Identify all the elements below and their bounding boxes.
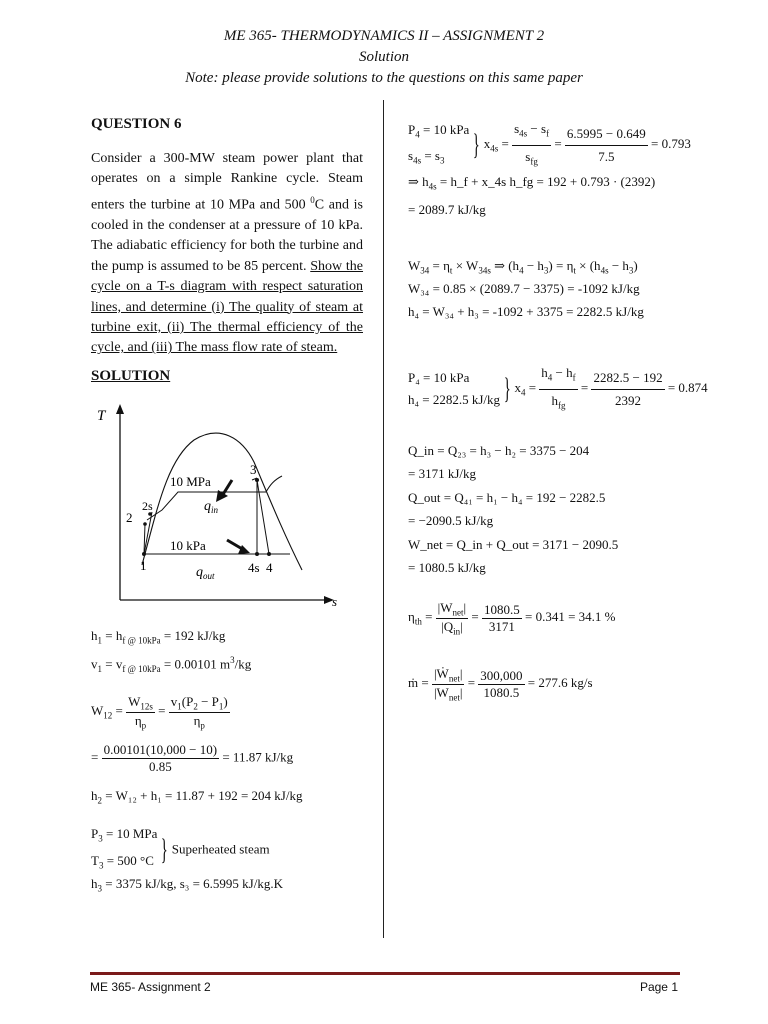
- eq-eta: $\eta_{th}$ = $\frac{|W_{net}|}{|Q_{in}|}$ = $\frac{1080.5}{3171}$ = 0.341 = 34.1 %: [408, 600, 616, 637]
- footer-rule: [90, 972, 680, 975]
- eq-h4s: ⇒ $h_{4s}$ = h_f + x_4s h_fg = 192 + 0.793 · (2392): [408, 174, 656, 192]
- eq-w34: $W_{34} = \eta_t \times W_{34s}$ ⇒ $(h_4 - h_3) = \eta_t \times (h_{4s} - h_3)$: [408, 258, 638, 276]
- column-divider: [383, 100, 384, 938]
- eq-h4s-result: = 2089.7 kJ/kg: [408, 202, 486, 217]
- axis-s-label: s: [332, 594, 338, 609]
- point-2: 2: [126, 510, 133, 525]
- question-title: QUESTION 6: [91, 116, 182, 132]
- eq-h4: h₄ = W₃₄ + h₃ = -1092 + 3375 = 2282.5 kJ/kg: [408, 304, 644, 319]
- document-subtitle: Solution: [358, 49, 409, 65]
- footer-page-number: Page 1: [639, 980, 678, 994]
- question-text: Consider a 300-MW steam power plant that operates on a simple Rankine cycle. Steam enters the turbine at 10 MPa and 500 $^0$C and is cooled in the condenser at a pressure of 10 kPa. The adiabatic efficiency for both the turbine and the pump is assumed to be 85 percent. Show the cycle on a T-s diagram with respect saturation lines, and determine (i) The quality of steam at turbine exit, (ii) The thermal efficiency of the cycle, and (iii) The mass flow rate of steam.: [91, 151, 364, 356]
- eq-w34-value: W₃₄ = 0.85 × (2089.7 − 3375) = -1092 kJ/kg: [408, 281, 640, 296]
- eq-w12-value: = $\frac{0.00101(10,000 - 10)}{0.85}$ = 11.87 kJ/kg: [91, 742, 294, 774]
- eq-x4s: $P_4 = 10$ kPa $s_{4s} = s_3$ } $x_{4s}$ = $\frac{s_{4s} - s_f}{s_{fg}}$ = $\frac{6.5995 - 0.649}{7.5}$ = 0.793: [408, 118, 691, 172]
- eq-v1: $v_1 = v_{f @ 10kPa} = 0.00101$ $m^3/kg$: [91, 655, 252, 674]
- eq-w12: $W_{12}$ = $\frac{W_{12s}}{\eta_p}$ = $\frac{v_1(P_2 - P_1)}{\eta_p}$: [91, 694, 228, 731]
- eq-state3: $P_3 = 10$ MPa $T_3 = 500$ °C } Superheated steam: [91, 826, 270, 871]
- point-1: 1: [140, 558, 147, 573]
- label-qout: $q_{out}$: [196, 565, 215, 581]
- label-qin: $q_{in}$: [204, 499, 219, 515]
- question-text-underlined: Show the cycle on a T-s diagram with respect saturation lines, and determine (i) The quality of steam at turbine exit, (ii) The thermal efficiency of the cycle, and (iii) The mass flow rate of steam.: [91, 258, 364, 356]
- eq-x4: P₄ = 10 kPa h₄ = 2282.5 kJ/kg } $x_4$ = $\frac{h_4 - h_f}{h_{fg}}$ = $\frac{2282.5 - 192}{2392}$ = 0.874: [408, 362, 708, 416]
- point-3: 3: [250, 462, 257, 477]
- question-title-block: [91, 116, 373, 133]
- question-text-unit: C and is cooled in the condenser at a pressure of 10 kPa. The adiabatic efficiency for both the turbine and the pump is assumed to be 85 percent.: [91, 197, 364, 274]
- document-note: Note: please provide solutions to the questions on this same paper: [185, 70, 583, 86]
- point-4s: 4s: [248, 560, 260, 575]
- document-title: ME 365- THERMODYNAMICS II – ASSIGNMENT 2: [223, 28, 545, 44]
- solution-title: SOLUTION: [91, 368, 171, 384]
- eq-h1: $h_1 = h_{f @ 10kPa} = 192$ kJ/kg: [91, 628, 226, 646]
- eq-wnet: W_net = Q_in + Q_out = 3171 − 2090.5: [408, 537, 619, 552]
- label-10kpa: 10 kPa: [170, 538, 206, 553]
- label-10mpa: 10 MPa: [170, 474, 211, 489]
- footer-left: ME 365- Assignment 2: [90, 980, 211, 994]
- ts-diagram: [92, 400, 342, 610]
- axis-t-label: T: [97, 408, 106, 424]
- eq-qin: Q_in = Q₂₃ = h₃ − h₂ = 3375 − 204: [408, 443, 590, 458]
- eq-qout: Q_out = Q₄₁ = h₁ − h₄ = 192 − 2282.5: [408, 490, 606, 505]
- point-4: 4: [266, 560, 273, 575]
- eq-h2: $h_2 = W_{12} + h_1 = 11.87 + 192 = 204$ kJ/kg: [91, 788, 303, 806]
- question-text-plain: Consider a 300-MW steam power plant that operates on a simple Rankine cycle. Steam enters the turbine at 10 MPa and 500: [91, 151, 363, 213]
- eq-wnet-result: = 1080.5 kJ/kg: [408, 560, 486, 575]
- eq-h3-s3: $h_3 = 3375$ kJ/kg, s₃ = 6.5995 kJ/kg.K: [91, 876, 283, 894]
- eq-qout-result: = −2090.5 kJ/kg: [408, 513, 494, 528]
- eq-mdot: ṁ = $\frac{|Ẇ_{net}|}{|W_{net}|}$ = $\frac{300,000}{1080.5}$ = 277.6 kg/s: [408, 666, 593, 703]
- eq-qin-result: = 3171 kJ/kg: [408, 466, 477, 481]
- point-2s: 2s: [142, 499, 153, 513]
